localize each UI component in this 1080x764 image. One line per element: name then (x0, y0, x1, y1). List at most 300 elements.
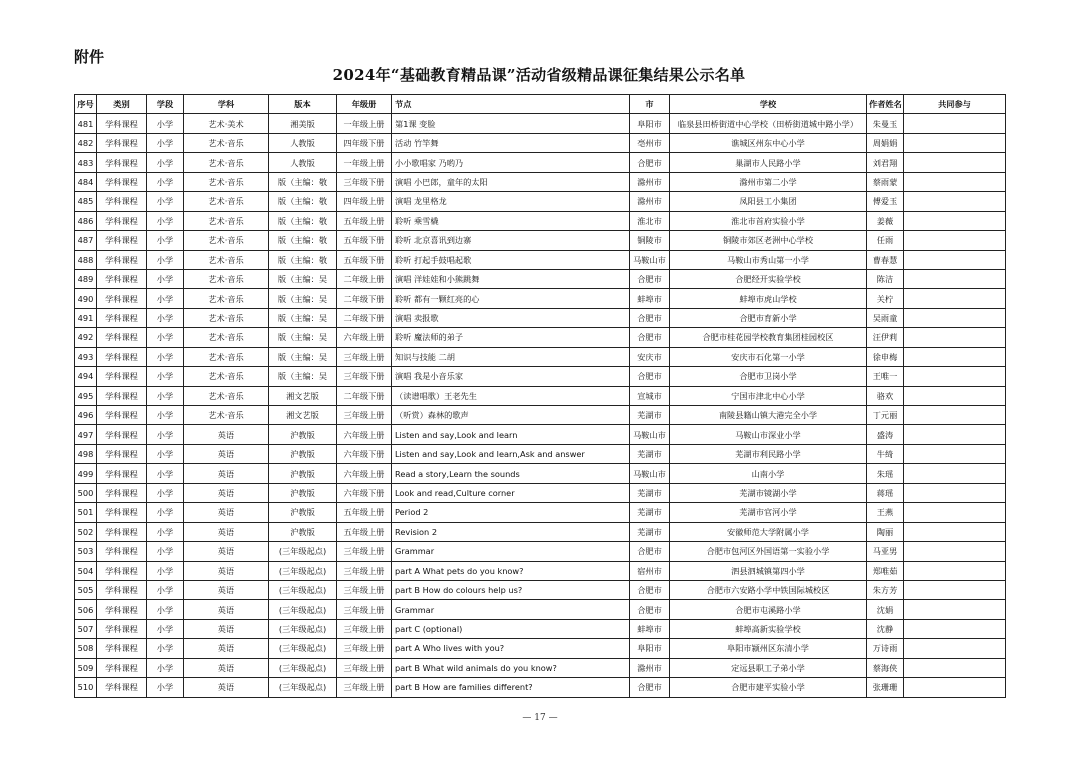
author-name-cell: 朱方芳 (867, 580, 904, 599)
school-stage-cell: 小学 (147, 639, 184, 658)
grade-volume-cell: 三年级上册 (337, 619, 392, 638)
category-cell: 学科课程 (97, 600, 147, 619)
author-name-cell: 盛涛 (867, 425, 904, 444)
school-name-cell: 阜阳市颍州区东清小学 (670, 639, 867, 658)
city-cell: 合肥市 (630, 269, 670, 288)
school-name-cell: 合肥市六安路小学中铁国际城校区 (670, 580, 867, 599)
school-stage-cell: 小学 (147, 503, 184, 522)
edition-cell: 人教版 (269, 153, 337, 172)
category-cell: 学科课程 (97, 639, 147, 658)
school-name-cell: 合肥市育新小学 (670, 308, 867, 327)
table-row (75, 153, 1006, 172)
author-name-cell: 蔡雨蒙 (867, 172, 904, 191)
category-cell: 学科课程 (97, 425, 147, 444)
school-name-cell: 合肥经开实验学校 (670, 269, 867, 288)
city-cell: 芜湖市 (630, 522, 670, 541)
edition-cell: (三年级起点) (269, 561, 337, 580)
row-number-cell: 503 (75, 542, 97, 561)
category-cell: 学科课程 (97, 483, 147, 502)
category-cell: 学科课程 (97, 192, 147, 211)
grade-volume-cell: 六年级下册 (337, 483, 392, 502)
row-number-cell: 508 (75, 639, 97, 658)
table-row (75, 133, 1006, 152)
lesson-node-cell: 演唱 龙里格龙 (392, 192, 630, 211)
edition-cell: 湘文艺版 (269, 406, 337, 425)
city-cell: 蚌埠市 (630, 619, 670, 638)
category-cell: 学科课程 (97, 289, 147, 308)
lesson-node-cell: part B How are families different? (392, 678, 630, 697)
table-row (75, 658, 1006, 677)
subject-cell: 英语 (184, 600, 269, 619)
co-participants-cell (904, 425, 1006, 444)
city-cell: 马鞍山市 (630, 250, 670, 269)
row-number-cell: 484 (75, 172, 97, 191)
school-stage-cell: 小学 (147, 406, 184, 425)
school-stage-cell: 小学 (147, 192, 184, 211)
city-cell: 滁州市 (630, 658, 670, 677)
school-stage-cell: 小学 (147, 464, 184, 483)
table-row (75, 619, 1006, 638)
edition-cell: (三年级起点) (269, 600, 337, 619)
school-stage-cell: 小学 (147, 444, 184, 463)
author-name-cell: 王燕 (867, 503, 904, 522)
author-name-cell: 关柠 (867, 289, 904, 308)
category-cell: 学科课程 (97, 561, 147, 580)
subject-cell: 艺术·音乐 (184, 172, 269, 191)
subject-cell: 艺术·音乐 (184, 328, 269, 347)
school-stage-cell: 小学 (147, 619, 184, 638)
city-cell: 合肥市 (630, 542, 670, 561)
school-stage-cell: 小学 (147, 386, 184, 405)
lesson-node-cell: Period 2 (392, 503, 630, 522)
subject-cell: 英语 (184, 678, 269, 697)
row-number-cell: 481 (75, 114, 97, 133)
edition-cell: 版（主编：敬 (269, 192, 337, 211)
lesson-node-cell: Revision 2 (392, 522, 630, 541)
subject-cell: 艺术·音乐 (184, 386, 269, 405)
school-name-cell: 马鞍山市深业小学 (670, 425, 867, 444)
co-participants-cell (904, 678, 1006, 697)
edition-cell: (三年级起点) (269, 639, 337, 658)
city-cell: 芜湖市 (630, 483, 670, 502)
school-name-cell: 合肥市桂花园学校教育集团桂园校区 (670, 328, 867, 347)
table-row (75, 639, 1006, 658)
category-cell: 学科课程 (97, 328, 147, 347)
edition-cell: 沪教版 (269, 522, 337, 541)
table-row (75, 269, 1006, 288)
table-row (75, 172, 1006, 191)
column-header: 作者姓名 (867, 95, 904, 114)
category-cell: 学科课程 (97, 503, 147, 522)
table-row (75, 561, 1006, 580)
category-cell: 学科课程 (97, 172, 147, 191)
co-participants-cell (904, 542, 1006, 561)
author-name-cell: 朱曼玉 (867, 114, 904, 133)
lesson-node-cell: 聆听 打起手鼓唱起歌 (392, 250, 630, 269)
lesson-node-cell: part A Who lives with you? (392, 639, 630, 658)
school-stage-cell: 小学 (147, 328, 184, 347)
category-cell: 学科课程 (97, 250, 147, 269)
grade-volume-cell: 二年级下册 (337, 308, 392, 327)
edition-cell: 版（主编：吴 (269, 328, 337, 347)
row-number-cell: 487 (75, 231, 97, 250)
grade-volume-cell: 一年级上册 (337, 153, 392, 172)
row-number-cell: 488 (75, 250, 97, 269)
table-row (75, 367, 1006, 386)
city-cell: 滁州市 (630, 172, 670, 191)
grade-volume-cell: 一年级上册 (337, 114, 392, 133)
category-cell: 学科课程 (97, 464, 147, 483)
author-name-cell: 马亚男 (867, 542, 904, 561)
table-row (75, 114, 1006, 133)
edition-cell: 版（主编：敬 (269, 231, 337, 250)
school-stage-cell: 小学 (147, 172, 184, 191)
author-name-cell: 任雨 (867, 231, 904, 250)
school-name-cell: 滁州市第二小学 (670, 172, 867, 191)
column-header: 学段 (147, 95, 184, 114)
school-name-cell: 芜湖市利民路小学 (670, 444, 867, 463)
co-participants-cell (904, 192, 1006, 211)
co-participants-cell (904, 386, 1006, 405)
city-cell: 芜湖市 (630, 444, 670, 463)
school-name-cell: 定远县职工子弟小学 (670, 658, 867, 677)
city-cell: 合肥市 (630, 153, 670, 172)
subject-cell: 英语 (184, 483, 269, 502)
author-name-cell: 沈静 (867, 619, 904, 638)
lesson-node-cell: 活动 竹竿舞 (392, 133, 630, 152)
column-header: 序号 (75, 95, 97, 114)
attachment-label: 附件 (74, 48, 105, 66)
co-participants-cell (904, 619, 1006, 638)
category-cell: 学科课程 (97, 522, 147, 541)
category-cell: 学科课程 (97, 347, 147, 366)
row-number-cell: 492 (75, 328, 97, 347)
school-stage-cell: 小学 (147, 347, 184, 366)
city-cell: 阜阳市 (630, 639, 670, 658)
grade-volume-cell: 三年级上册 (337, 580, 392, 599)
author-name-cell: 吴雨童 (867, 308, 904, 327)
author-name-cell: 郑唯茹 (867, 561, 904, 580)
grade-volume-cell: 六年级上册 (337, 464, 392, 483)
school-name-cell: 凤阳县工小集团 (670, 192, 867, 211)
city-cell: 阜阳市 (630, 114, 670, 133)
lesson-node-cell: Listen and say,Look and learn,Ask and answer (392, 444, 630, 463)
school-stage-cell: 小学 (147, 542, 184, 561)
grade-volume-cell: 三年级上册 (337, 678, 392, 697)
grade-volume-cell: 三年级下册 (337, 172, 392, 191)
city-cell: 合肥市 (630, 580, 670, 599)
co-participants-cell (904, 231, 1006, 250)
school-stage-cell: 小学 (147, 600, 184, 619)
grade-volume-cell: 三年级上册 (337, 658, 392, 677)
edition-cell: 人教版 (269, 133, 337, 152)
school-name-cell: 淮北市首府实验小学 (670, 211, 867, 230)
table-row (75, 678, 1006, 697)
row-number-cell: 486 (75, 211, 97, 230)
table-row (75, 250, 1006, 269)
co-participants-cell (904, 114, 1006, 133)
row-number-cell: 493 (75, 347, 97, 366)
row-number-cell: 502 (75, 522, 97, 541)
row-number-cell: 510 (75, 678, 97, 697)
category-cell: 学科课程 (97, 153, 147, 172)
grade-volume-cell: 二年级下册 (337, 289, 392, 308)
edition-cell: 沪教版 (269, 425, 337, 444)
school-name-cell: 安庆市石化第一小学 (670, 347, 867, 366)
school-name-cell: 合肥市屯溪路小学 (670, 600, 867, 619)
city-cell: 芜湖市 (630, 503, 670, 522)
school-name-cell: 芜湖市镜湖小学 (670, 483, 867, 502)
category-cell: 学科课程 (97, 658, 147, 677)
category-cell: 学科课程 (97, 114, 147, 133)
author-name-cell: 周娟娟 (867, 133, 904, 152)
author-name-cell: 蔡海侠 (867, 658, 904, 677)
author-name-cell: 王唯一 (867, 367, 904, 386)
lesson-node-cell: 第1课 变脸 (392, 114, 630, 133)
author-name-cell: 朱瑶 (867, 464, 904, 483)
table-row (75, 503, 1006, 522)
category-cell: 学科课程 (97, 619, 147, 638)
column-header: 共同参与 (904, 95, 1006, 114)
co-participants-cell (904, 172, 1006, 191)
lesson-node-cell: 聆听 魔法师的弟子 (392, 328, 630, 347)
column-header: 学科 (184, 95, 269, 114)
lesson-node-cell: 演唱 卖报歌 (392, 308, 630, 327)
edition-cell: (三年级起点) (269, 619, 337, 638)
subject-cell: 英语 (184, 561, 269, 580)
school-stage-cell: 小学 (147, 425, 184, 444)
grade-volume-cell: 五年级上册 (337, 503, 392, 522)
school-stage-cell: 小学 (147, 561, 184, 580)
lesson-node-cell: 演唱 小巴郎，童年的太阳 (392, 172, 630, 191)
co-participants-cell (904, 658, 1006, 677)
subject-cell: 英语 (184, 542, 269, 561)
school-stage-cell: 小学 (147, 483, 184, 502)
table-row (75, 386, 1006, 405)
author-name-cell: 刘君翔 (867, 153, 904, 172)
city-cell: 淮北市 (630, 211, 670, 230)
school-stage-cell: 小学 (147, 211, 184, 230)
row-number-cell: 505 (75, 580, 97, 599)
table-row (75, 542, 1006, 561)
author-name-cell: 汪伊莉 (867, 328, 904, 347)
school-stage-cell: 小学 (147, 133, 184, 152)
subject-cell: 艺术·音乐 (184, 269, 269, 288)
table-row (75, 328, 1006, 347)
city-cell: 合肥市 (630, 678, 670, 697)
table-row (75, 211, 1006, 230)
city-cell: 亳州市 (630, 133, 670, 152)
edition-cell: 沪教版 (269, 503, 337, 522)
subject-cell: 艺术·音乐 (184, 367, 269, 386)
edition-cell: 沪教版 (269, 444, 337, 463)
table-row (75, 192, 1006, 211)
category-cell: 学科课程 (97, 367, 147, 386)
subject-cell: 英语 (184, 658, 269, 677)
subject-cell: 艺术·音乐 (184, 289, 269, 308)
author-name-cell: 徐申梅 (867, 347, 904, 366)
edition-cell: 版（主编：吴 (269, 367, 337, 386)
school-name-cell: 临泉县田桥街道中心学校（田桥街道城中路小学） (670, 114, 867, 133)
edition-cell: 版（主编：吴 (269, 289, 337, 308)
grade-volume-cell: 六年级下册 (337, 444, 392, 463)
edition-cell: 版（主编：吴 (269, 347, 337, 366)
row-number-cell: 483 (75, 153, 97, 172)
lesson-node-cell: Listen and say,Look and learn (392, 425, 630, 444)
row-number-cell: 496 (75, 406, 97, 425)
co-participants-cell (904, 328, 1006, 347)
lesson-node-cell: part B How do colours help us? (392, 580, 630, 599)
column-header: 版本 (269, 95, 337, 114)
subject-cell: 艺术·音乐 (184, 406, 269, 425)
co-participants-cell (904, 600, 1006, 619)
author-name-cell: 丁元丽 (867, 406, 904, 425)
lesson-node-cell: 聆听 北京喜讯到边寨 (392, 231, 630, 250)
table-row (75, 308, 1006, 327)
category-cell: 学科课程 (97, 269, 147, 288)
author-name-cell: 傅爱玉 (867, 192, 904, 211)
subject-cell: 艺术·音乐 (184, 250, 269, 269)
subject-cell: 艺术·音乐 (184, 153, 269, 172)
category-cell: 学科课程 (97, 133, 147, 152)
grade-volume-cell: 三年级下册 (337, 367, 392, 386)
co-participants-cell (904, 503, 1006, 522)
lesson-node-cell: part B What wild animals do you know? (392, 658, 630, 677)
lesson-node-cell: 演唱 我是小音乐家 (392, 367, 630, 386)
author-name-cell: 姜薇 (867, 211, 904, 230)
school-name-cell: 蚌埠市虎山学校 (670, 289, 867, 308)
document-title: 2024年“基础教育精品课”活动省级精品课征集结果公示名单 (332, 66, 746, 84)
category-cell: 学科课程 (97, 580, 147, 599)
lesson-node-cell: 知识与技能 二胡 (392, 347, 630, 366)
school-name-cell: 合肥市卫岗小学 (670, 367, 867, 386)
city-cell: 安庆市 (630, 347, 670, 366)
category-cell: 学科课程 (97, 211, 147, 230)
row-number-cell: 499 (75, 464, 97, 483)
school-name-cell: 蚌埠高新实验学校 (670, 619, 867, 638)
edition-cell: 版（主编：敬 (269, 211, 337, 230)
co-participants-cell (904, 639, 1006, 658)
school-stage-cell: 小学 (147, 658, 184, 677)
column-header: 类别 (97, 95, 147, 114)
subject-cell: 英语 (184, 619, 269, 638)
author-name-cell: 骆欢 (867, 386, 904, 405)
grade-volume-cell: 三年级上册 (337, 542, 392, 561)
edition-cell: 版（主编：敬 (269, 250, 337, 269)
city-cell: 蚌埠市 (630, 289, 670, 308)
edition-cell: (三年级起点) (269, 542, 337, 561)
school-name-cell: 谯城区州东中心小学 (670, 133, 867, 152)
city-cell: 宿州市 (630, 561, 670, 580)
row-number-cell: 497 (75, 425, 97, 444)
subject-cell: 英语 (184, 503, 269, 522)
city-cell: 合肥市 (630, 600, 670, 619)
city-cell: 合肥市 (630, 328, 670, 347)
school-stage-cell: 小学 (147, 269, 184, 288)
edition-cell: 沪教版 (269, 464, 337, 483)
co-participants-cell (904, 289, 1006, 308)
subject-cell: 英语 (184, 580, 269, 599)
lesson-node-cell: （读谱唱歌）王老先生 (392, 386, 630, 405)
subject-cell: 英语 (184, 464, 269, 483)
co-participants-cell (904, 211, 1006, 230)
co-participants-cell (904, 464, 1006, 483)
grade-volume-cell: 五年级上册 (337, 522, 392, 541)
grade-volume-cell: 三年级上册 (337, 561, 392, 580)
city-cell: 铜陵市 (630, 231, 670, 250)
table-row (75, 231, 1006, 250)
subject-cell: 英语 (184, 522, 269, 541)
school-stage-cell: 小学 (147, 289, 184, 308)
subject-cell: 艺术·音乐 (184, 133, 269, 152)
city-cell: 宣城市 (630, 386, 670, 405)
grade-volume-cell: 五年级上册 (337, 211, 392, 230)
lesson-node-cell: 聆听 都有一颗红亮的心 (392, 289, 630, 308)
co-participants-cell (904, 561, 1006, 580)
subject-cell: 英语 (184, 444, 269, 463)
co-participants-cell (904, 133, 1006, 152)
co-participants-cell (904, 483, 1006, 502)
lesson-node-cell: Look and read,Culture corner (392, 483, 630, 502)
category-cell: 学科课程 (97, 444, 147, 463)
category-cell: 学科课程 (97, 308, 147, 327)
co-participants-cell (904, 522, 1006, 541)
subject-cell: 艺术·音乐 (184, 211, 269, 230)
school-name-cell: 巢湖市人民路小学 (670, 153, 867, 172)
school-stage-cell: 小学 (147, 678, 184, 697)
grade-volume-cell: 四年级上册 (337, 192, 392, 211)
author-name-cell: 牛绮 (867, 444, 904, 463)
grade-volume-cell: 三年级上册 (337, 347, 392, 366)
grade-volume-cell: 二年级上册 (337, 269, 392, 288)
page-number: — 17 — (522, 713, 558, 723)
row-number-cell: 504 (75, 561, 97, 580)
co-participants-cell (904, 406, 1006, 425)
results-table (74, 94, 1006, 698)
school-name-cell: 泗县泗城镇第四小学 (670, 561, 867, 580)
table-row (75, 347, 1006, 366)
edition-cell: 版（主编：敬 (269, 172, 337, 191)
lesson-node-cell: 聆听 乘雪橇 (392, 211, 630, 230)
row-number-cell: 489 (75, 269, 97, 288)
grade-volume-cell: 二年级下册 (337, 386, 392, 405)
subject-cell: 艺术·美术 (184, 114, 269, 133)
author-name-cell: 蒋瑶 (867, 483, 904, 502)
lesson-node-cell: Grammar (392, 600, 630, 619)
school-name-cell: 安徽师范大学附属小学 (670, 522, 867, 541)
grade-volume-cell: 三年级上册 (337, 639, 392, 658)
co-participants-cell (904, 269, 1006, 288)
table-header-row (75, 95, 1006, 114)
row-number-cell: 506 (75, 600, 97, 619)
school-stage-cell: 小学 (147, 114, 184, 133)
category-cell: 学科课程 (97, 406, 147, 425)
lesson-node-cell: part C (optional) (392, 619, 630, 638)
subject-cell: 英语 (184, 639, 269, 658)
school-name-cell: 铜陵市郊区老洲中心学校 (670, 231, 867, 250)
row-number-cell: 500 (75, 483, 97, 502)
row-number-cell: 507 (75, 619, 97, 638)
edition-cell: 湘文艺版 (269, 386, 337, 405)
co-participants-cell (904, 367, 1006, 386)
category-cell: 学科课程 (97, 386, 147, 405)
school-stage-cell: 小学 (147, 250, 184, 269)
column-header: 市 (630, 95, 670, 114)
category-cell: 学科课程 (97, 678, 147, 697)
category-cell: 学科课程 (97, 231, 147, 250)
school-name-cell: 宁国市津北中心小学 (670, 386, 867, 405)
subject-cell: 艺术·音乐 (184, 231, 269, 250)
